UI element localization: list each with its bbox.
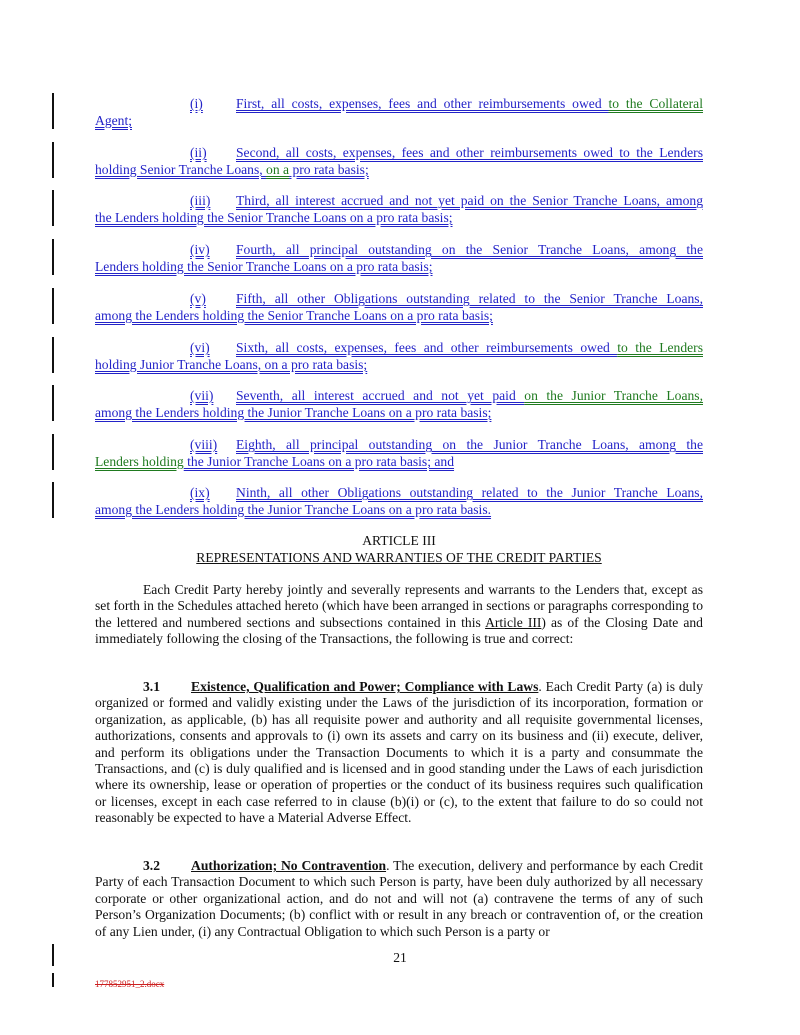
- list-item: (viii) Eighth, all principal outstanding on the Junior Tranche Loans, among the Lenders holding the Junior Tranche Loans on a pro rata basis; and: [95, 437, 703, 469]
- list-item: (iii) Third, all interest accrued and not yet paid on the Senior Tranche Loans, among the Lenders holding the Senior Tranche Loans on a pro rata basis;: [95, 193, 703, 225]
- item-number: (vii): [190, 388, 214, 403]
- section-number: 3.2: [143, 858, 160, 873]
- item-number: (ii): [190, 145, 207, 160]
- list-item: (ii) Second, all costs, expenses, fees and other reimbursements owed to the Lenders holding Senior Tranche Loans, on a pro rata basis;: [95, 145, 703, 177]
- change-bar: [52, 142, 54, 178]
- section-3-1: 3.1 Existence, Qualification and Power; Compliance with Laws. Each Credit Party (a) is duly organized or formed and validly existing under the Laws of the jurisdiction of its incorporation, formation or organization, as applicable, (b) has all requisite power and authority and all requisite governmental licenses, authorizations, consents and approvals to (i) own its assets and carry on its business and (ii) execute, deliver, and perform its obligations under the Transaction Documents to which it is a party and consummate the Transactions, and (c) is duly qualified and is licensed and in good standing under the Laws of each jurisdiction where its ownership, lease or operation of properties or the conduct of its business requires such qualification or licenses, except in each case referred to in clause (b)(i) or (c), to the extent that failure to do so could not reasonably be expected to have a Material Adverse Effect.: [95, 679, 704, 826]
- change-bar: [52, 973, 54, 987]
- section-heading: Authorization; No Contravention: [191, 858, 387, 873]
- list-item: (vii) Seventh, all interest accrued and not yet paid on the Junior Tranche Loans, among the Lenders holding the Junior Tranche Loans on a pro rata basis;: [95, 388, 703, 420]
- section-3-2: 3.2 Authorization; No Contravention. The execution, delivery and performance by each Credit Party of each Transaction Document to which such Person is party, have been duly authorized by all necessary corporate or other organizational action, and do not and will not (a) contravene the terms of any of such Person’s Organization Documents; (b) conflict with or result in any breach or contravention of, or the creation of any Lien under, (i) any Contractual Obligation to which such Person is a party or: [95, 858, 703, 939]
- section-number: 3.1: [143, 679, 160, 694]
- list-item: (vi) Sixth, all costs, expenses, fees and other reimbursements owed to the Lenders holding Junior Tranche Loans, on a pro rata basis;: [95, 340, 703, 372]
- document-id: 177852951_2.docx: [95, 979, 165, 989]
- change-bar: [52, 434, 54, 470]
- change-bar: [52, 337, 54, 373]
- item-number: (i): [190, 96, 203, 111]
- item-number: (v): [190, 291, 206, 306]
- list-item: (v) Fifth, all other Obligations outstanding related to the Senior Tranche Loans, among the Lenders holding the Senior Tranche Loans on a pro rata basis;: [95, 291, 703, 323]
- intro-paragraph: Each Credit Party hereby jointly and severally represents and warrants to the Lenders that, except as set forth in the Schedules attached hereto (which have been arranged in sections or paragraphs corresponding to the lettered and numbered sections and subsections contained in this Article III) as of the Closing Date and immediately following the closing of the Transactions, the following is true and correct:: [95, 582, 703, 647]
- change-bar: [52, 239, 54, 275]
- item-number: (ix): [190, 485, 210, 500]
- change-bar: [52, 482, 54, 518]
- item-number: (iv): [190, 242, 210, 257]
- article-number: ARTICLE III: [362, 533, 436, 548]
- article-reference: Article III: [485, 614, 542, 630]
- article-title: REPRESENTATIONS AND WARRANTIES OF THE CREDIT PARTIES: [196, 550, 602, 565]
- section-heading: Existence, Qualification and Power; Compliance with Laws: [191, 679, 539, 694]
- list-item: (ix) Ninth, all other Obligations outstanding related to the Junior Tranche Loans, among the Lenders holding the Junior Tranche Loans on a pro rata basis.: [95, 485, 703, 517]
- change-bar: [52, 385, 54, 421]
- change-bar: [52, 93, 54, 129]
- item-number: (vi): [190, 340, 210, 355]
- change-bar: [52, 288, 54, 324]
- item-number: (viii): [190, 437, 218, 452]
- list-item: (i) First, all costs, expenses, fees and other reimbursements owed to the Collateral Agent;: [95, 96, 703, 128]
- page-number: 21: [393, 950, 407, 965]
- item-number: (iii): [190, 193, 211, 208]
- list-item: (iv) Fourth, all principal outstanding on the Senior Tranche Loans, among the Lenders holding the Senior Tranche Loans on a pro rata basis;: [95, 242, 703, 274]
- change-bar: [52, 190, 54, 226]
